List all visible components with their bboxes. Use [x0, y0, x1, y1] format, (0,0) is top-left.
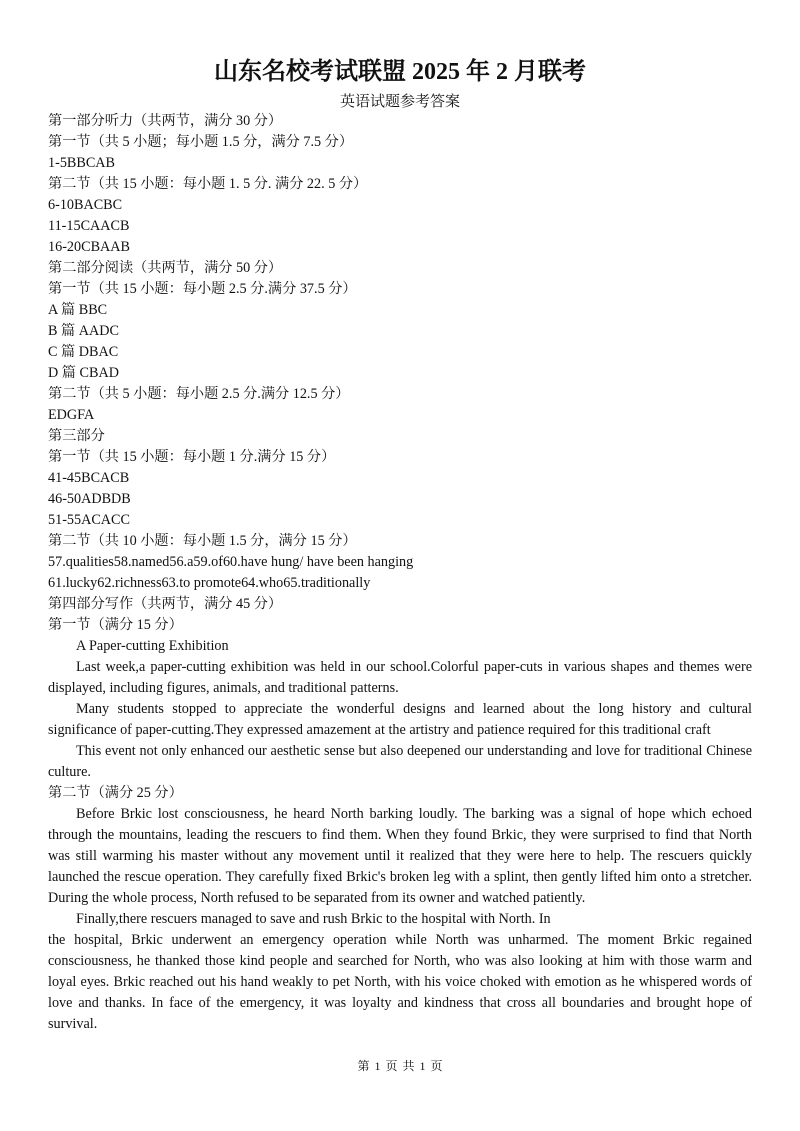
cloze-answers-51-55: 51-55ACACC	[48, 512, 130, 528]
language-section1-heading: 第一节（共 15 小题：每小题 1 分.满分 15 分）	[48, 449, 336, 465]
essay-paragraph-3: This event not only enhanced our aesthetic sense but also deepened our understanding and love for traditional Chinese culture.	[48, 743, 752, 780]
essay-paragraph-2: Many students stopped to appreciate the wonderful designs and learned about the long history and cultural significance of paper-cutting.They expressed amazement at the artistry and patience required for this traditional craft	[48, 701, 752, 738]
listening-section1-heading: 第一节（共 5 小题；每小题 1.5 分，满分 7.5 分）	[48, 134, 354, 150]
listening-answers-16-20: 16-20CBAAB	[48, 239, 130, 255]
listening-answers-1-5: 1-5BBCAB	[48, 155, 116, 171]
reading-passage-d-answers: D 篇 CBAD	[48, 365, 119, 381]
reading-passage-a-answers: A 篇 BBC	[48, 302, 108, 318]
answer-content	[48, 111, 752, 1035]
page-number-footer: 第 1 页 共 1 页	[357, 1059, 443, 1073]
story-paragraph-1: Before Brkic lost consciousness, he heard North barking loudly. The barking was a signal of hope which echoed through the mountains, leading the rescuers to find them. When they found Brkic, they were surprised to find that North was still warming his master without any movement until it realized that they were here to help. The rescuers quickly launched the rescue operation. They carefully fixed Brkic's broken leg with a splint, then gently lifted him onto a stretcher. During the whole process, North refused to be separated from its owner and watched patiently.	[48, 806, 752, 906]
story-paragraph-2-opening: Finally,there rescuers managed to save and rush Brkic to the hospital with North. In	[76, 911, 551, 927]
cloze-answers-46-50: 46-50ADBDB	[48, 491, 131, 507]
reading-section2-answers: EDGFA	[48, 407, 95, 423]
writing-section1-heading: 第一节（满分 15 分）	[48, 617, 183, 633]
essay-paragraph-1: Last week,a paper-cutting exhibition was held in our school.Colorful paper-cuts in various shapes and themes were displayed, including figures, animals, and traditional patterns.	[48, 659, 752, 696]
writing-heading: 第四部分写作（共两节，满分 45 分）	[48, 596, 283, 612]
reading-passage-c-answers: C 篇 DBAC	[48, 344, 119, 360]
listening-heading: 第一部分听力（共两节，满分 30 分）	[48, 113, 283, 129]
reading-section1-heading: 第一节（共 15 小题：每小题 2.5 分.满分 37.5 分）	[48, 281, 357, 297]
reading-section2-heading: 第二节（共 5 小题：每小题 2.5 分.满分 12.5 分）	[48, 386, 350, 402]
reading-passage-b-answers: B 篇 AADC	[48, 323, 119, 339]
cloze-answers-41-45: 41-45BCACB	[48, 470, 130, 486]
grammar-fill-answers-56-60: 57.qualities58.named56.a59.of60.have hung/ have been hanging	[48, 554, 414, 570]
listening-answers-6-10: 6-10BACBC	[48, 197, 123, 213]
language-heading: 第三部分	[48, 428, 105, 444]
listening-answers-11-15: 11-15CAACB	[48, 218, 130, 234]
page-title: 山东名校考试联盟 2025 年 2 月联考	[214, 59, 586, 85]
story-paragraph-2-continued: the hospital, Brkic underwent an emergency operation while North was unharmed. The moment Brkic regained consciousness, he thanked those kind people and searched for North, who was also looking at him with those warm and loyal eyes. Brkic reached out his hand weakly to pet North, with his voice choked with emotion as he whispered words of love and thanks. In face of the emergency, it was loyalty and kindness that cross all boundaries and brought hope of survival.	[48, 932, 752, 1032]
page-subtitle: 英语试题参考答案	[339, 94, 460, 110]
grammar-fill-answers-61-65: 61.lucky62.richness63.to promote64.who65.traditionally	[48, 575, 371, 591]
listening-section2-heading: 第二节（共 15 小题：每小题 1. 5 分. 满分 22. 5 分）	[48, 176, 368, 192]
language-section2-heading: 第二节（共 10 小题：每小题 1.5 分，满分 15 分）	[48, 533, 357, 549]
essay-title: A Paper-cutting Exhibition	[76, 638, 229, 654]
reading-heading: 第二部分阅读（共两节，满分 50 分）	[48, 260, 283, 276]
writing-section2-heading: 第二节（满分 25 分）	[48, 785, 183, 801]
